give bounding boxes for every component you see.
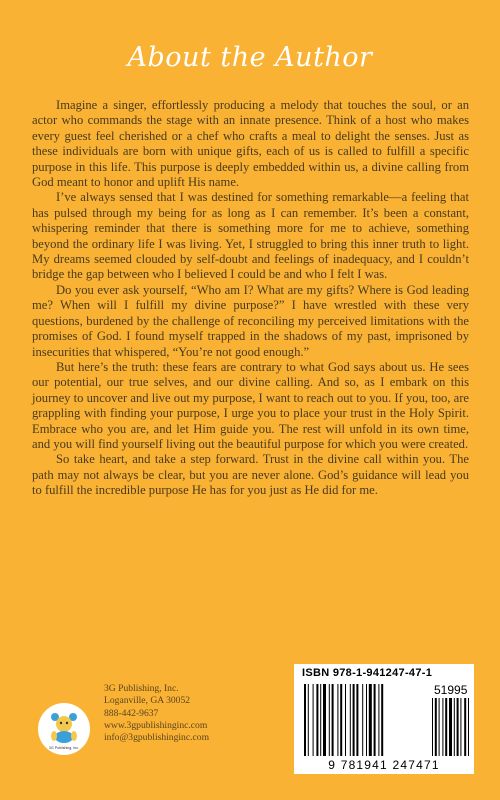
publisher-website: www.3gpublishinginc.com <box>104 719 208 731</box>
page-title: About the Author <box>127 42 373 73</box>
bio-paragraph: So take heart, and take a step forward. Trust in the divine call within you. The path may not always be clear, but you are never alone. God’s guidance will lead you to fulfill the incredible purpose He has for you just as He did for me. <box>32 452 469 498</box>
isbn-label: ISBN 978-1-941247-47-1 <box>302 667 433 679</box>
bio-paragraph: Imagine a singer, effortlessly producing a melody that touches the soul, or an actor who commands the stage with an innate presence. Think of a host who makes every guest feel cherished or a chef who crafts a meal to delight the senses. Just as these individuals are born with unique gifts, each of us is called to fulfill a specific purpose in this life. This purpose is deeply embedded within us, a divine calling from God meant to honor and uplift His name. <box>32 98 469 190</box>
price-code: 51995 <box>434 683 468 697</box>
logo-text: 3G Publishing, Inc. <box>48 746 80 750</box>
author-bio <box>32 98 469 499</box>
publisher-city: Loganville, GA 30052 <box>104 695 191 707</box>
bio-paragraph: But here’s the truth: these fears are contrary to what God says about us. He sees our potential, our true selves, and our divine calling. And so, as I embark on this journey to uncover and live out my purpose, I want to reach out to you. If you, too, are grappling with finding your purpose, I urge you to place your trust in the Holy Spirit. Embrace who you are, and let Him guide you. The rest will unfold in its own time, and you will find yourself living out the beautiful purpose for which you were created. <box>32 359 469 451</box>
bio-paragraph: I’ve always sensed that I was destined for something remarkable—a feeling that has pulsed through my being for as long as I can remember. It’s been a constant, whispering reminder that there is something more for me to achieve, something beyond the ordinary life I was living. Yet, I struggled to bring this inner truth to light. My dreams seemed clouded by self-doubt and feelings of inadequacy, and I couldn’t bridge the gap between who I believed I could be and who I felt I was. <box>32 190 469 282</box>
barcode-number: 9 781941 247471 <box>328 758 440 772</box>
publisher-logo-icon <box>38 703 90 755</box>
bio-paragraph: Do you ever ask yourself, “Who am I? What are my gifts? Where is God leading me? When will I fulfill my divine purpose?” I have wrestled with these very questions, burdened by the challenge of reconciling my perceived limitations with the promises of God. I found myself trapped in the shadows of my past, imprisoned by insecurities that whispered, “You’re not good enough.” <box>32 282 469 359</box>
publisher-phone: 888-442-9637 <box>104 707 159 719</box>
publisher-email: info@3gpublishinginc.com <box>104 732 210 744</box>
publisher-name: 3G Publishing, Inc. <box>104 683 179 694</box>
barcode-box <box>294 664 474 774</box>
publisher-info <box>104 683 209 744</box>
publisher-block <box>38 683 209 755</box>
